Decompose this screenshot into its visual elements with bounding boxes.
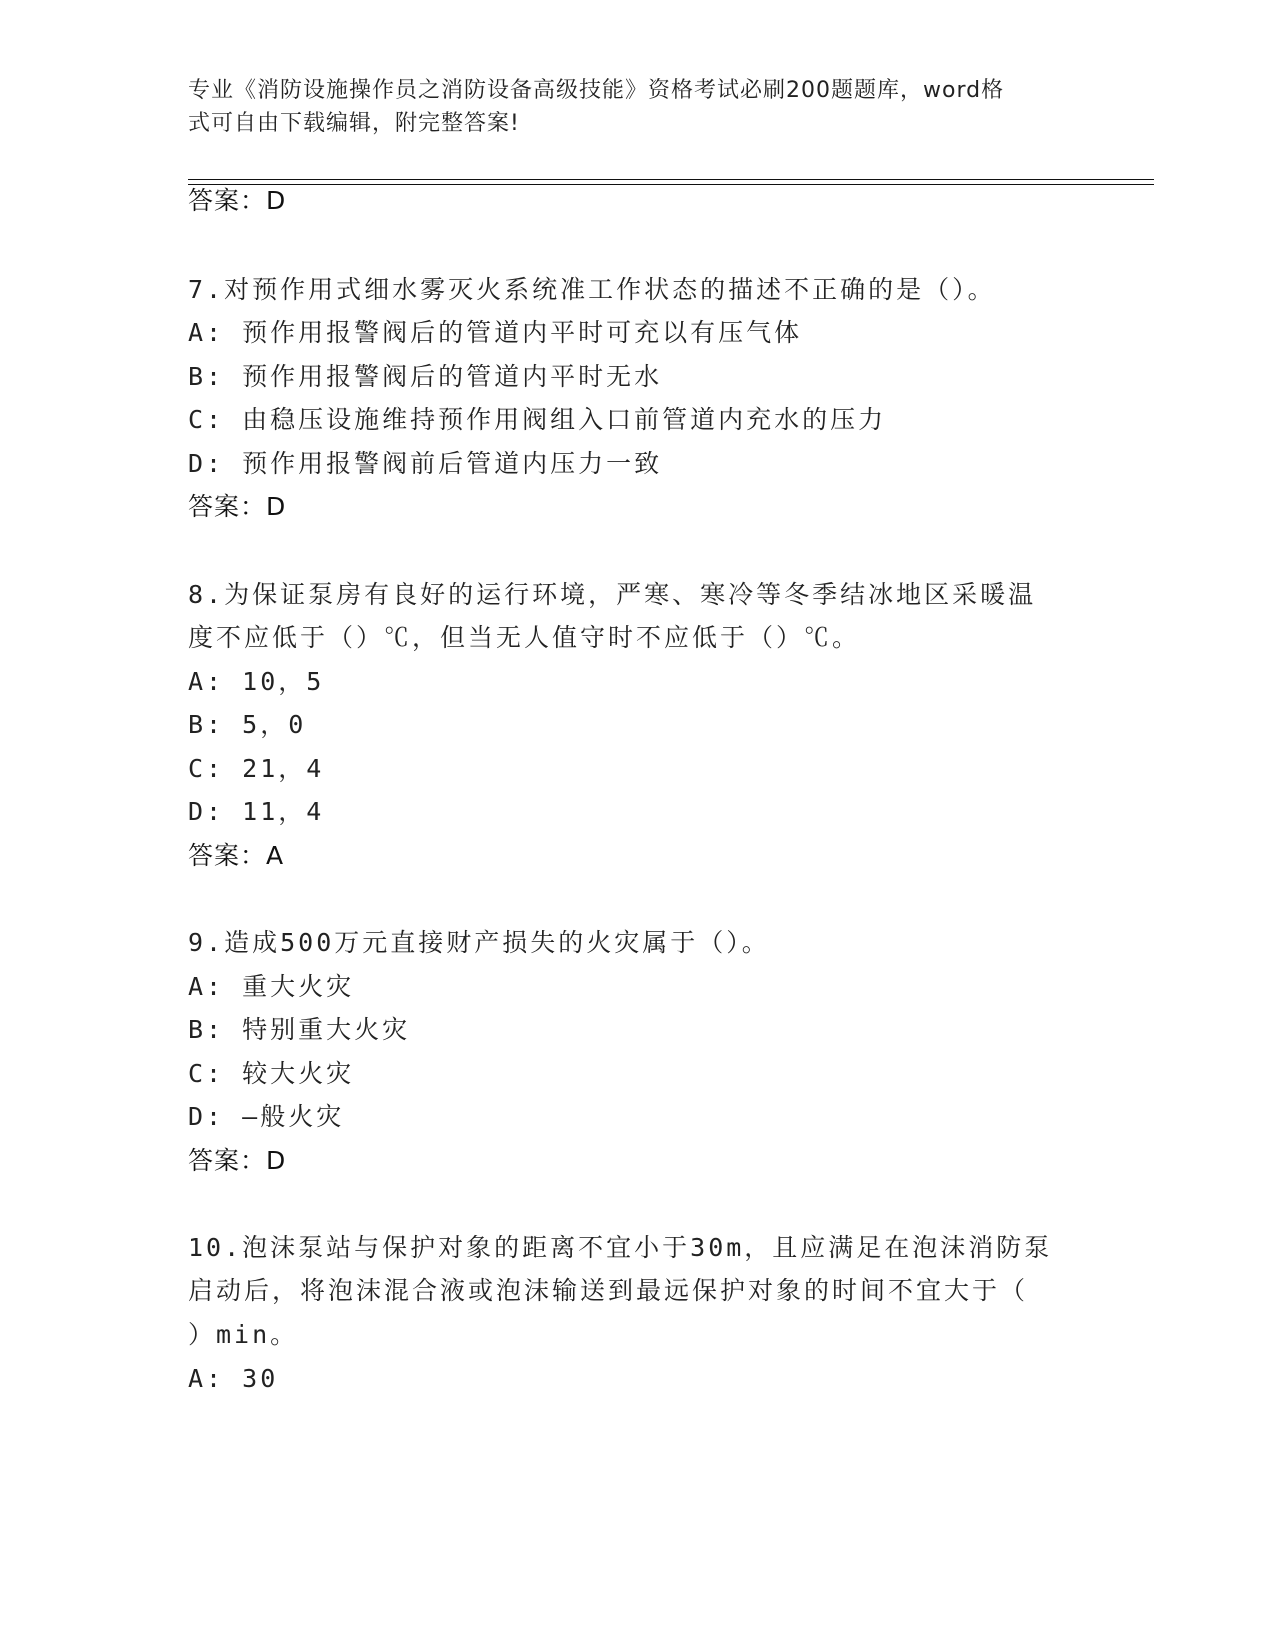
header-divider-top bbox=[188, 179, 1154, 180]
question-8-option-a: A: 10，5 bbox=[188, 667, 325, 696]
question-8-answer: 答案：A bbox=[188, 841, 285, 870]
question-7-option-c: C: 由稳压设施维持预作用阀组入口前管道内充水的压力 bbox=[188, 405, 887, 434]
previous-answer: 答案：D bbox=[188, 186, 287, 215]
question-10-option-a: A: 30 bbox=[188, 1364, 279, 1393]
question-7-option-a: A: 预作用报警阀后的管道内平时可充以有压气体 bbox=[188, 318, 803, 347]
question-9-option-c: C: 较大火灾 bbox=[188, 1059, 355, 1088]
question-10-text-line-2: 启动后，将泡沫混合液或泡沫输送到最远保护对象的时间不宜大于（ bbox=[188, 1276, 1029, 1305]
question-10-text-line-1: 10.泡沫泵站与保护对象的距离不宜小于30m，且应满足在泡沫消防泵 bbox=[188, 1233, 1053, 1262]
question-7-answer: 答案：D bbox=[188, 492, 287, 521]
question-8-option-c: C: 21，4 bbox=[188, 754, 325, 783]
question-9-answer: 答案：D bbox=[188, 1146, 287, 1175]
header-line-1: 专业《消防设施操作员之消防设备高级技能》资格考试必刷200题题库，word格 bbox=[188, 78, 1005, 103]
question-8-option-d: D: 11，4 bbox=[188, 797, 325, 826]
question-10-text-line-3: ）min。 bbox=[188, 1320, 299, 1349]
document-header bbox=[188, 74, 1068, 140]
question-8-text-line-1: 8.为保证泵房有良好的运行环境，严寒、寒冷等冬季结冰地区采暖温 bbox=[188, 580, 1037, 609]
header-line-2: 式可自由下载编辑，附完整答案! bbox=[188, 111, 520, 136]
question-7-text: 7.对预作用式细水雾灭火系统准工作状态的描述不正确的是（）。 bbox=[188, 275, 996, 304]
question-8-text-line-2: 度不应低于（）℃，但当无人值守时不应低于（）℃。 bbox=[188, 623, 861, 652]
question-9-option-b: B: 特别重大火灾 bbox=[188, 1015, 411, 1044]
question-9-text: 9.造成500万元直接财产损失的火灾属于（）。 bbox=[188, 928, 770, 957]
question-7-option-b: B: 预作用报警阀后的管道内平时无水 bbox=[188, 362, 663, 391]
question-8-option-b: B: 5，0 bbox=[188, 710, 307, 739]
header-divider-bottom bbox=[188, 184, 1154, 185]
question-9-option-a: A: 重大火灾 bbox=[188, 972, 355, 1001]
question-9-option-d: D: —般火灾 bbox=[188, 1102, 345, 1131]
question-7-option-d: D: 预作用报警阀前后管道内压力一致 bbox=[188, 449, 663, 478]
